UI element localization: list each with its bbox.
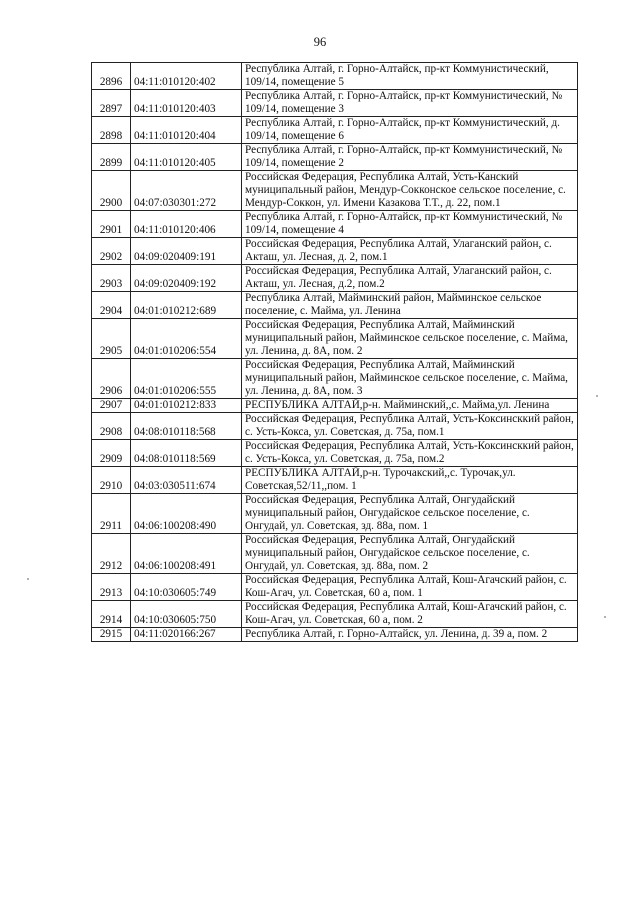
table-row [92, 238, 578, 265]
cadastral-number: 04:08:010118:569 [131, 440, 242, 467]
cadastral-number: 04:09:020409:192 [131, 265, 242, 292]
address: Российская Федерация, Республика Алтай, Усть-Канский муниципальный район, Мендур-Сокконское сельское поселение, с. Мендур-Соккон, ул. Имени Казакова Т.Т., д. 22, пом.1 [242, 171, 578, 211]
address: Российская Федерация, Республика Алтай, Усть-Коксинсккий район, с. Усть-Кокса, ул. Советская, д. 75а, пом.2 [242, 440, 578, 467]
table-row [92, 399, 578, 413]
table-row [92, 467, 578, 494]
cadastral-number: 04:10:030605:749 [131, 574, 242, 601]
page-number: 96 [313, 35, 327, 49]
address: Республика Алтай, г. Горно-Алтайск, пр-кт Коммунистический, 109/14, помещение 5 [242, 63, 578, 90]
cadastral-number: 04:11:020166:267 [131, 628, 242, 642]
cadastral-number: 04:06:100208:490 [131, 494, 242, 534]
address: Российская Федерация, Республика Алтай, Майминский муниципальный район, Майминское сельское поселение, с. Майма, ул. Ленина, д. 8А, пом. 3 [242, 359, 578, 399]
address: Российская Федерация, Республика Алтай, Усть-Коксинсккий район, с. Усть-Кокса, ул. Советская, д. 75а, пом.1 [242, 413, 578, 440]
table-row [92, 90, 578, 117]
address: Республика Алтай, г. Горно-Алтайск, пр-кт Коммунистический, № 109/14, помещение 4 [242, 211, 578, 238]
table-row [92, 413, 578, 440]
cadastral-number: 04:01:010212:689 [131, 292, 242, 319]
row-number: 2910 [92, 467, 131, 494]
row-number: 2909 [92, 440, 131, 467]
address: Российская Федерация, Республика Алтай, Кош-Агачский район, с. Кош-Агач, ул. Советская, 60 а, пом. 2 [242, 601, 578, 628]
table-row [92, 359, 578, 399]
row-number: 2902 [92, 238, 131, 265]
address: Республика Алтай, г. Горно-Алтайск, пр-кт Коммунистический, № 109/14, помещение 3 [242, 90, 578, 117]
row-number: 2899 [92, 144, 131, 171]
row-number: 2896 [92, 63, 131, 90]
cadastral-number: 04:01:010212:833 [131, 399, 242, 413]
cadastral-number: 04:10:030605:750 [131, 601, 242, 628]
table-row [92, 494, 578, 534]
table-row [92, 171, 578, 211]
address: Российская Федерация, Республика Алтай, Улаганский район, с. Акташ, ул. Лесная, д. 2, пом.1 [242, 238, 578, 265]
row-number: 2901 [92, 211, 131, 238]
address: Республика Алтай, г. Горно-Алтайск, пр-кт Коммунистический, № 109/14, помещение 2 [242, 144, 578, 171]
table-row [92, 601, 578, 628]
row-number: 2905 [92, 319, 131, 359]
cadastral-number: 04:03:030511:674 [131, 467, 242, 494]
address: РЕСПУБЛИКА АЛТАЙ,р-н. Турочакский,,с. Турочак,ул. Советская,52/11,,пом. 1 [242, 467, 578, 494]
row-number: 2904 [92, 292, 131, 319]
table-row [92, 440, 578, 467]
table-row [92, 144, 578, 171]
address: РЕСПУБЛИКА АЛТАЙ,р-н. Майминский,,с. Майма,ул. Ленина [242, 399, 578, 413]
scan-speck [596, 395, 598, 397]
row-number: 2900 [92, 171, 131, 211]
scan-speck [27, 578, 29, 580]
row-number: 2908 [92, 413, 131, 440]
row-number: 2906 [92, 359, 131, 399]
table-row [92, 628, 578, 642]
row-number: 2897 [92, 90, 131, 117]
row-number: 2914 [92, 601, 131, 628]
registry-table [91, 62, 578, 642]
address: Республика Алтай, г. Горно-Алтайск, пр-кт Коммунистический, д. 109/14, помещение 6 [242, 117, 578, 144]
cadastral-number: 04:11:010120:402 [131, 63, 242, 90]
cadastral-number: 04:11:010120:405 [131, 144, 242, 171]
row-number: 2898 [92, 117, 131, 144]
row-number: 2903 [92, 265, 131, 292]
scan-speck [604, 616, 606, 618]
address: Российская Федерация, Республика Алтай, Кош-Агачский район, с. Кош-Агач, ул. Советская, 60 а, пом. 1 [242, 574, 578, 601]
cadastral-number: 04:11:010120:404 [131, 117, 242, 144]
row-number: 2912 [92, 534, 131, 574]
cadastral-number: 04:08:010118:568 [131, 413, 242, 440]
table-row [92, 211, 578, 238]
address: Российская Федерация, Республика Алтай, Онгудайский муниципальный район, Онгудайское сельское поселение, с. Онгудай, ул. Советская, зд. 88а, пом. 1 [242, 494, 578, 534]
table-row [92, 319, 578, 359]
address: Республика Алтай, г. Горно-Алтайск, ул. Ленина, д. 39 а, пом. 2 [242, 628, 578, 642]
row-number: 2915 [92, 628, 131, 642]
address: Российская Федерация, Республика Алтай, Улаганский район, с. Акташ, ул. Лесная, д.2, пом.2 [242, 265, 578, 292]
address: Российская Федерация, Республика Алтай, Онгудайский муниципальный район, Онгудайское сельское поселение, с. Онгудай, ул. Советская, зд. 88а, пом. 2 [242, 534, 578, 574]
cadastral-number: 04:11:010120:406 [131, 211, 242, 238]
cadastral-number: 04:06:100208:491 [131, 534, 242, 574]
table-row [92, 574, 578, 601]
table-row [92, 63, 578, 90]
table-row [92, 117, 578, 144]
cadastral-number: 04:01:010206:554 [131, 319, 242, 359]
table-row [92, 534, 578, 574]
registry-body [92, 63, 578, 642]
row-number: 2907 [92, 399, 131, 413]
cadastral-number: 04:07:030301:272 [131, 171, 242, 211]
table-row [92, 292, 578, 319]
cadastral-number: 04:09:020409:191 [131, 238, 242, 265]
address: Российская Федерация, Республика Алтай, Майминский муниципальный район, Майминское сельское поселение, с. Майма, ул. Ленина, д. 8А, пом. 2 [242, 319, 578, 359]
cadastral-number: 04:01:010206:555 [131, 359, 242, 399]
row-number: 2913 [92, 574, 131, 601]
address: Республика Алтай, Майминский район, Майминское сельское поселение, с. Майма, ул. Ленина [242, 292, 578, 319]
row-number: 2911 [92, 494, 131, 534]
cadastral-number: 04:11:010120:403 [131, 90, 242, 117]
table-row [92, 265, 578, 292]
